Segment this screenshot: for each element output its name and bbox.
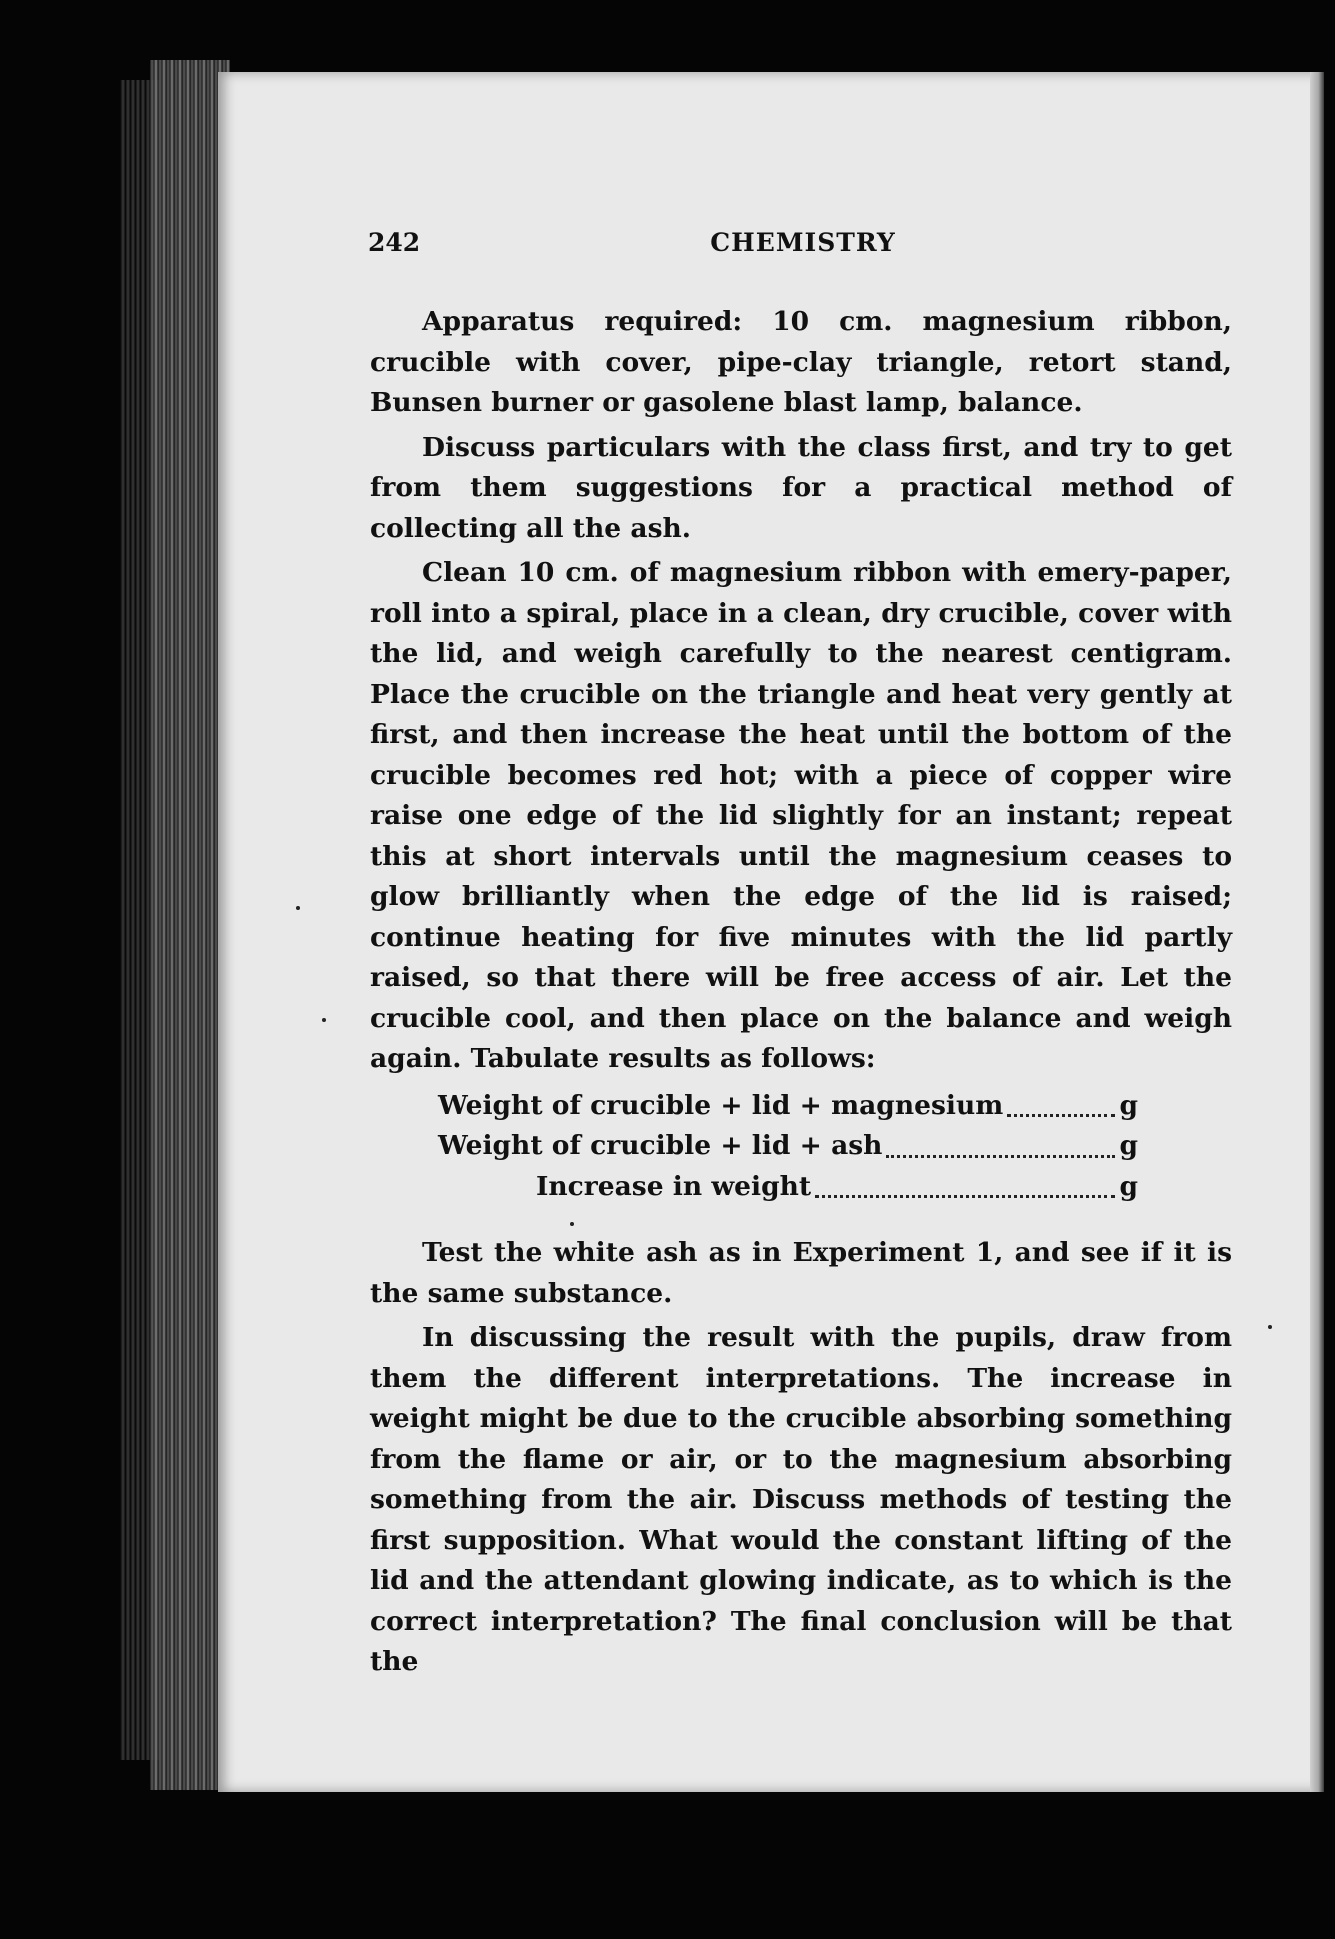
book-page <box>218 72 1324 1792</box>
table-row <box>370 1126 1232 1167</box>
paragraph-test-ash: Test the white ash as in Experiment 1, and see if it is the same substance. <box>370 1237 1232 1309</box>
running-title: CHEMISTRY <box>710 228 896 257</box>
page-header <box>368 228 1238 268</box>
leader-dots <box>1007 1106 1115 1117</box>
page-body <box>370 302 1232 1687</box>
row-label: Increase in weight <box>536 1170 812 1202</box>
scan-speck <box>570 1222 574 1226</box>
paragraph-discuss: Discuss particulars with the class first, and try to get from them suggestions for a practical method of collecting all the ash. <box>370 431 1232 544</box>
paragraph-discussion: In discussing the result with the pupils, draw from them the different interpretations. The increase in weight might be due to the crucible absorbing something from the flame or air, or to the magnesium absorbing something from the air. Discuss methods of testing the first supposition. What would the constant lifting of the lid and the attendant glowing indicate, as to which is the correct interpretation? The final conclusion will be that the <box>370 1322 1232 1677</box>
row-unit: g <box>1119 1170 1138 1202</box>
scan-speck <box>1268 1325 1272 1329</box>
results-table <box>370 1086 1232 1208</box>
page-edge <box>1310 72 1324 1792</box>
table-row <box>370 1167 1232 1208</box>
paragraph-apparatus: Apparatus required: 10 cm. magnesium ribbon, crucible with cover, pipe-clay triangle, retort stand, Bunsen burner or gasolene blast lamp, balance. <box>370 306 1232 418</box>
row-label: Weight of crucible + lid + ash <box>438 1130 883 1161</box>
leader-dots <box>815 1187 1115 1198</box>
row-unit: g <box>1119 1130 1138 1161</box>
row-unit: g <box>1119 1089 1138 1121</box>
row-label: Weight of crucible + lid + magnesium <box>438 1089 1004 1121</box>
table-row <box>370 1086 1232 1127</box>
scan-speck <box>322 1018 326 1022</box>
paragraph-procedure: Clean 10 cm. of magnesium ribbon with emery-paper, roll into a spiral, place in a clean, dry crucible, cover with the lid, and weigh carefully to the nearest centigram. Place the crucible on the triangle and heat very gently at first, and then increase the heat until the bottom of the crucible becomes red hot; with a piece of copper wire raise one edge of the lid slightly for an instant; repeat this at short intervals until the magnesium ceases to glow brilliantly when the edge of the lid is raised; continue heating for five minutes with the lid partly raised, so that there will be free access of air. Let the crucible cool, and then place on the balance and weigh again. Tabulate results as follows: <box>370 557 1232 1074</box>
page-number: 242 <box>368 228 421 257</box>
leader-dots <box>886 1147 1115 1158</box>
scan-speck <box>296 906 300 910</box>
